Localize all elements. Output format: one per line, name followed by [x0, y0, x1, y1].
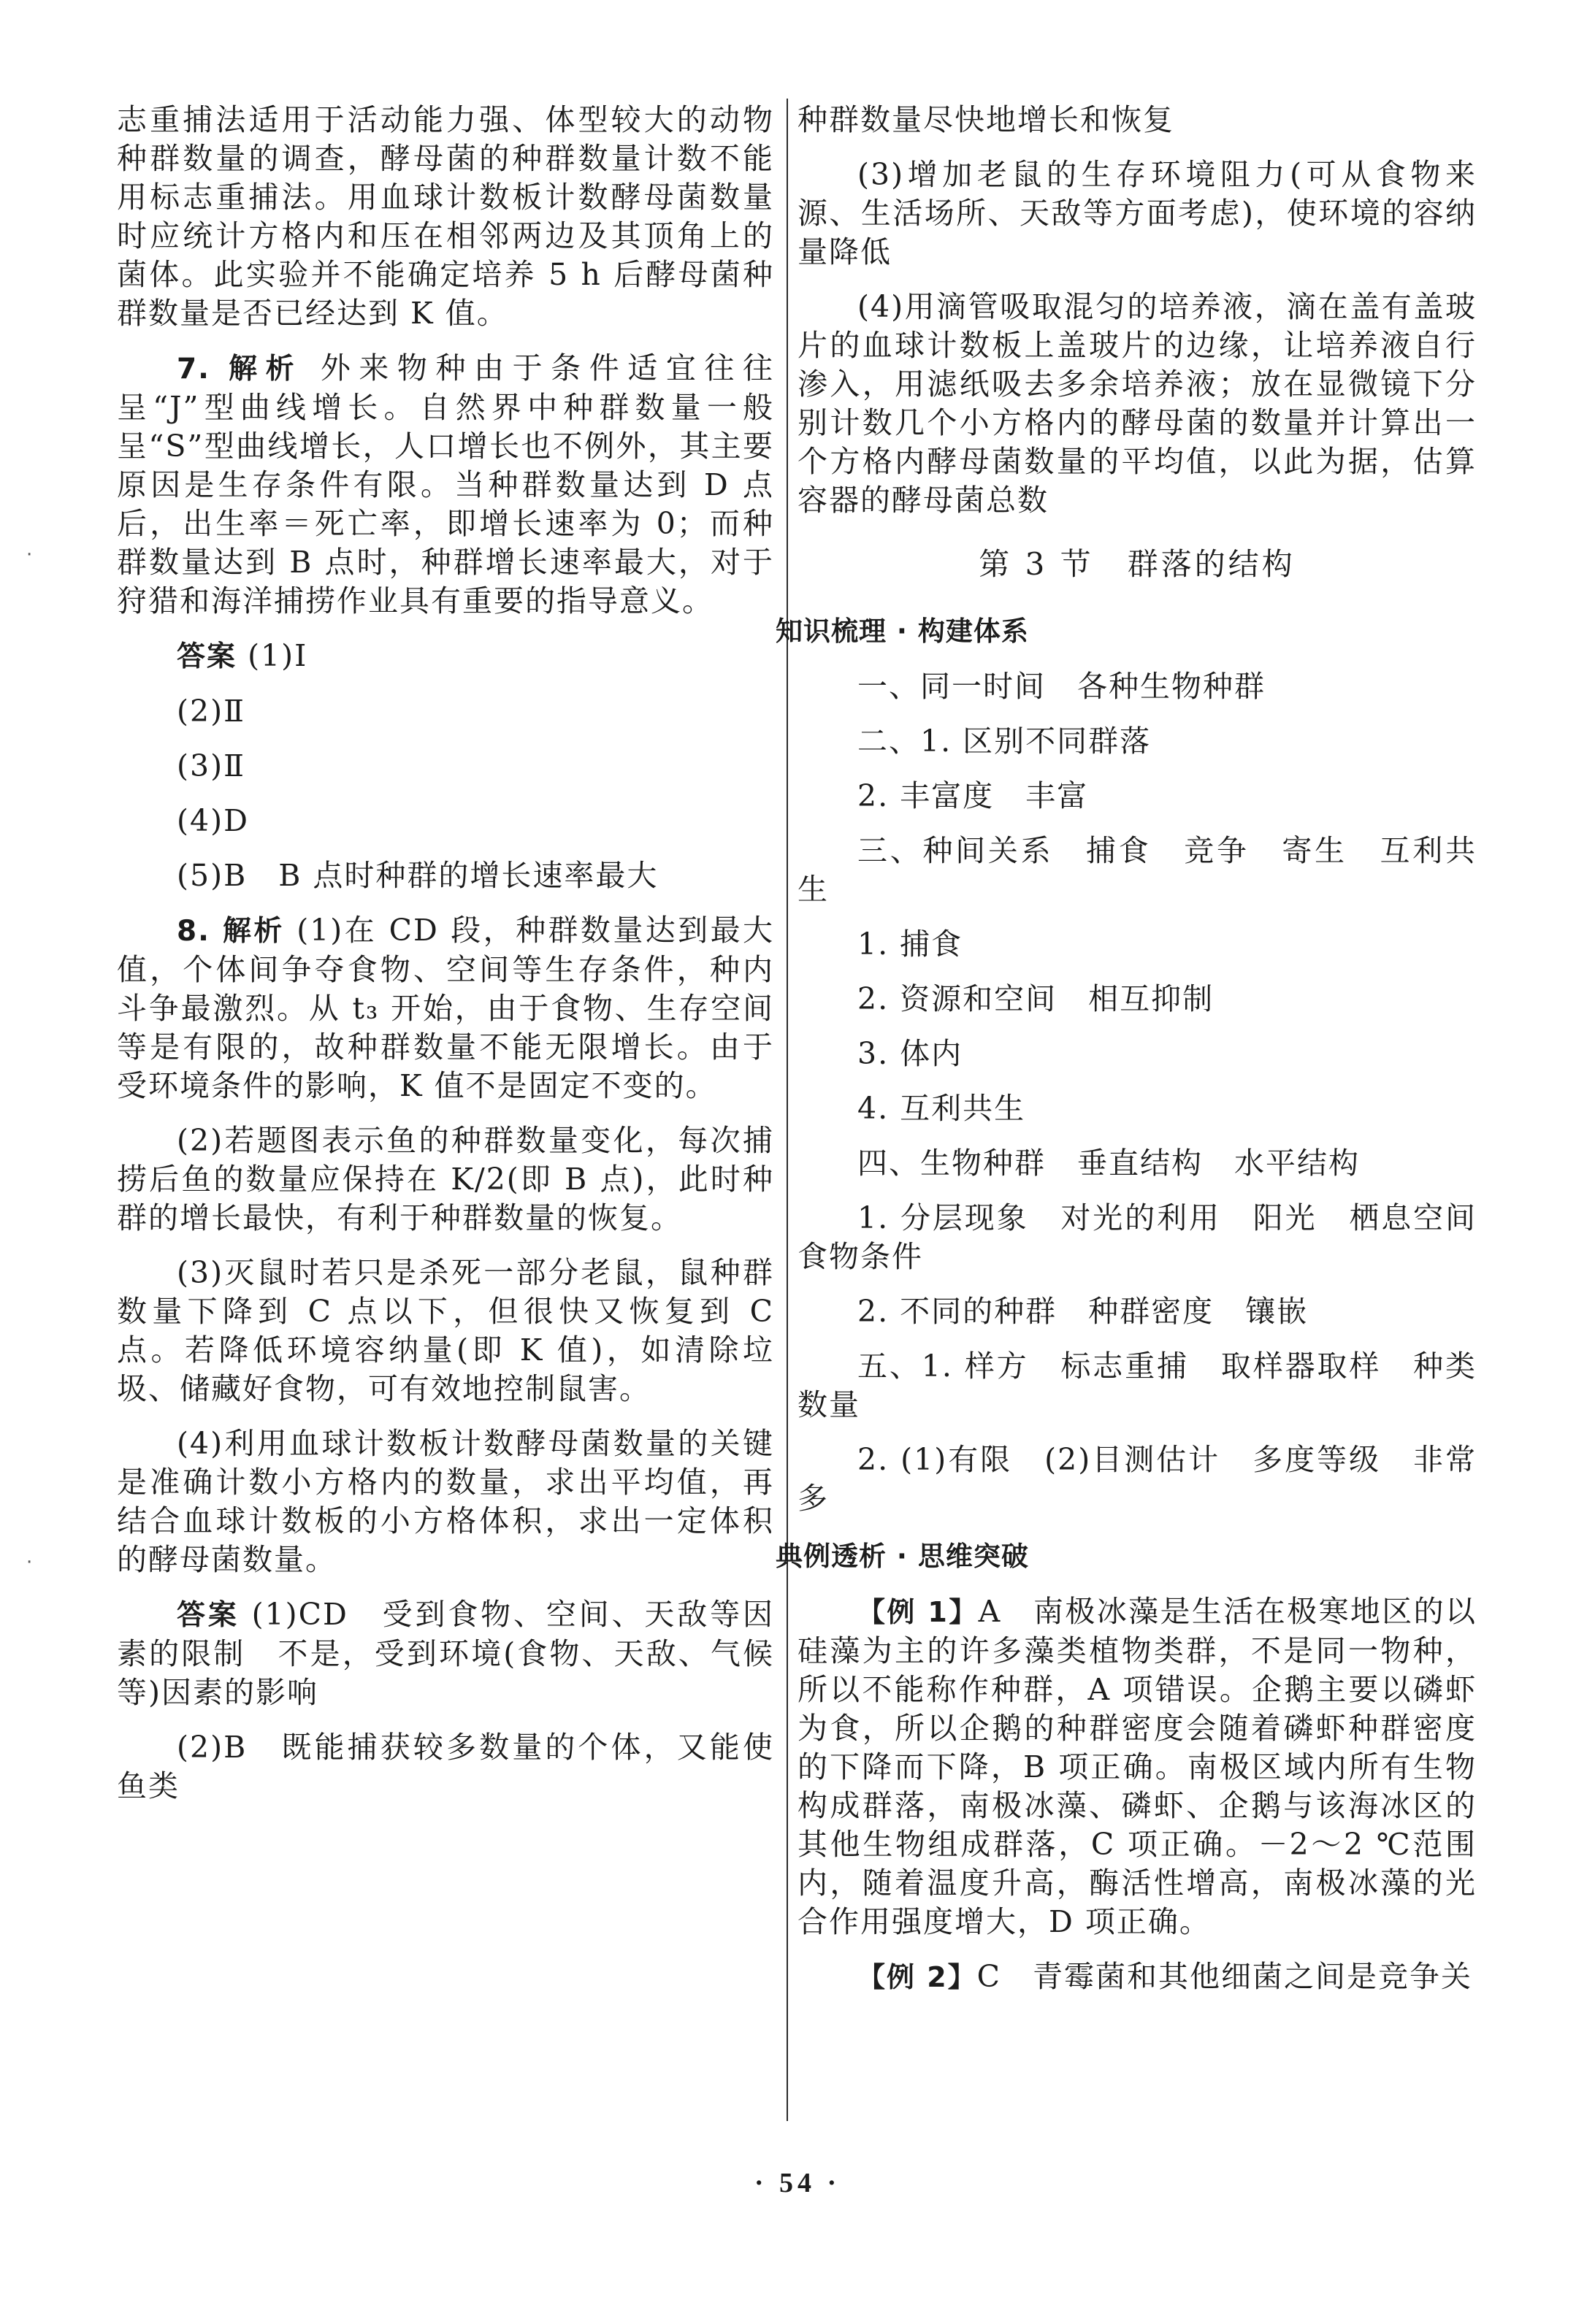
paragraph: (3)增加老鼠的生存环境阻力(可从食物来源、生活场所、天敌等方面考虑)，使环境的容纳量降低	[798, 157, 1477, 269]
q8-answer	[117, 1595, 774, 1712]
answer-label: 答案	[177, 640, 237, 673]
answer-item: (2)B 既能捕获较多数量的个体，又能使鱼类	[117, 1730, 774, 1803]
paragraph: (3)灭鼠时若只是杀死一部分老鼠，鼠种群数量下降到 C 点以下，但很快又恢复到 C 点。若降低环境容纳量(即 K 值)，如清除垃圾、储藏好食物，可有效地控制鼠害。	[117, 1255, 774, 1406]
answer-item: (4)D	[177, 803, 249, 838]
knowledge-item: 2. (1)有限 (2)目测估计 多度等级 非常多	[798, 1442, 1477, 1516]
paragraph: 种群数量尽快地增长和恢复	[798, 102, 1174, 137]
knowledge-item: 四、生物种群 垂直结构 水平结构	[857, 1146, 1360, 1181]
example-label: 【例 2】	[857, 1961, 977, 1993]
answer-label: 答案	[177, 1599, 240, 1632]
page-number: · 54 ·	[754, 2168, 841, 2198]
knowledge-item: 2. 丰富度 丰富	[857, 778, 1089, 813]
example-label: 【例 1】	[857, 1596, 979, 1628]
knowledge-item: 1. 分层现象 对光的利用 阳光 栖息空间 食物条件	[798, 1200, 1508, 1274]
knowledge-item: 1. 捕食	[857, 927, 963, 962]
example-1	[798, 1592, 1477, 1941]
q8-label: 8. 解析	[177, 915, 285, 948]
answer-item: (2)Ⅱ	[177, 694, 245, 729]
paragraph: (4)利用血球计数板计数酵母菌数量的关键是准确计数小方格内的数量，求出平均值，再结合血球计数板的小方格体积，求出一定体积的酵母菌数量。	[117, 1426, 774, 1577]
section-title: 第 3 节 群落的结构	[979, 546, 1296, 582]
knowledge-item: 二、1. 区别不同群落	[857, 724, 1152, 759]
example-2	[798, 1957, 1477, 1997]
paragraph: (2)若题图表示鱼的种群数量变化，每次捕捞后鱼的数量应保持在 K/2(即 B 点)，此时种群的增长最快，有利于种群数量的恢复。	[117, 1123, 774, 1235]
paragraph: 志重捕法适用于活动能力强、体型较大的动物种群数量的调查，酵母菌的种群数量计数不能用标志重捕法。用血球计数板计数酵母菌数量时应统计方格内和压在相邻两边及其顶角上的菌体。此实验并不能确定培养 5 h 后酵母菌种群数量是否已经达到 K 值。	[117, 102, 774, 331]
column-divider	[787, 99, 788, 2121]
section-heading: 知识梳理 · 构建体系	[776, 615, 1029, 647]
knowledge-item: 五、1. 样方 标志重捕 取样器取样 种类数量	[798, 1349, 1477, 1422]
knowledge-item: 3. 体内	[857, 1036, 963, 1071]
example-text: C 青霉菌和其他细菌之间是竞争关	[976, 1959, 1473, 1994]
q7-text: 外来物种由于条件适宜往往呈“J”型曲线增长。自然界中种群数量一般呈“S”型曲线增长，人口增长也不例外，其主要原因是生存条件有限。当种群数量达到 D 点后，出生率＝死亡率，即增长速率为 0；而种群数量达到 B 点时，种群增长速率最大，对于狩猎和海洋捕捞作业具有重要的指导意义。	[117, 350, 774, 618]
answer-item: (3)Ⅱ	[177, 748, 245, 783]
answer-item: (5)B B 点时种群的增长速率最大	[177, 858, 659, 893]
margin-mark: ·	[26, 1552, 33, 1573]
answer-item: (1)Ⅰ	[248, 638, 308, 673]
q7-analysis	[117, 349, 774, 621]
q7-answer	[117, 637, 774, 676]
knowledge-item: 4. 互利共生	[857, 1091, 1026, 1126]
q7-label: 7. 解析	[177, 353, 303, 386]
paragraph: (4)用滴管吸取混匀的培养液，滴在盖有盖玻片的血球计数板上盖玻片的边缘，让培养液自行渗入，用滤纸吸去多余培养液；放在显微镜下分别计数几个小方格内的酵母菌的数量并计算出一个方格内酵母菌数量的平均值，以此为据，估算容器的酵母菌总数	[798, 289, 1477, 518]
section-heading: 典例透析 · 思维突破	[776, 1541, 1029, 1572]
right-column	[776, 101, 1508, 2013]
q8-analysis	[117, 911, 774, 1105]
margin-mark: ·	[26, 544, 33, 566]
q8-text: (1)在 CD 段，种群数量达到最大值，个体间争夺食物、空间等生存条件，种内斗争最激烈。从 t₃ 开始，由于食物、生存空间等是有限的，故种群数量不能无限增长。由于受环境条件的影响，K 值不是固定不变的。	[117, 913, 775, 1103]
knowledge-item: 三、种间关系 捕食 竞争 寄生 互利共生	[798, 833, 1477, 907]
knowledge-item: 一、同一时间 各种生物种群	[857, 669, 1266, 704]
answer-text: (1)CD 受到食物、空间、天敌等因素的限制 不是，受到环境(食物、天敌、气候等)因素的影响	[117, 1597, 774, 1710]
knowledge-item: 2. 不同的种群 种群密度 镶嵌	[857, 1294, 1309, 1329]
left-column	[117, 101, 774, 1822]
example-text: A 南极冰藻是生活在极寒地区的以硅藻为主的许多藻类植物类群，不是同一物种，所以不能称作种群，A 项错误。企鹅主要以磷虾为食，所以企鹅的种群密度会随着磷虾种群密度的下降而下降，B 项正确。南极区域内所有生物构成群落，南极冰藻、磷虾、企鹅与该海冰区的其他生物组成群落，C 项正确。－2～2 ℃范围内，随着温度升高，酶活性增高，南极冰藻的光合作用强度增大，D 项正确。	[798, 1594, 1477, 1939]
knowledge-item: 2. 资源和空间 相互抑制	[857, 981, 1215, 1016]
